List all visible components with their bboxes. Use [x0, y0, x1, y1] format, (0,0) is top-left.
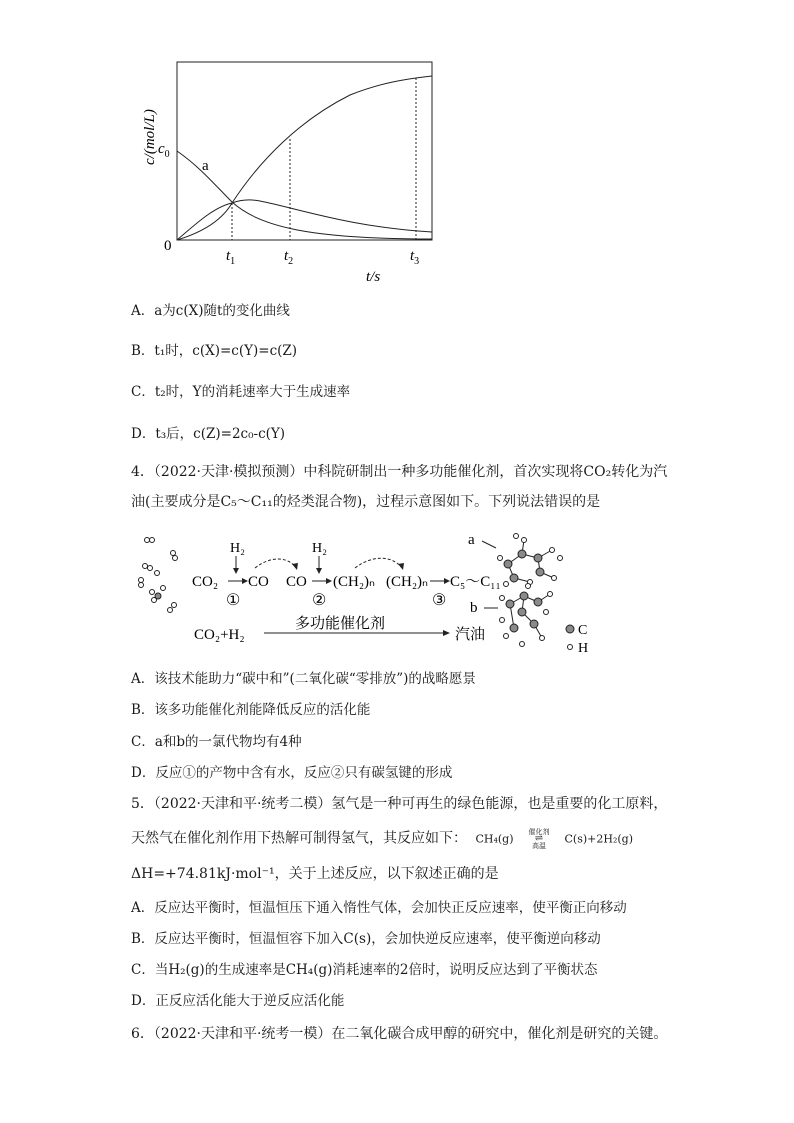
t1-tick: $t_1$	[226, 248, 236, 267]
q5-stem-line2	[131, 828, 633, 851]
co-label-b: CO	[286, 574, 307, 590]
t2-tick: $t_2$	[284, 248, 294, 267]
q5-stem-line3: ΔH=+74.81kJ·mol⁻¹，关于上述反应，以下叙述正确的是	[131, 866, 499, 882]
curve-a-label: a	[202, 158, 209, 174]
q3-option-c: C．t₂时，Y的消耗速率大于生成速率	[131, 384, 351, 400]
co2-label: CO₂	[192, 574, 219, 590]
q5-equation	[475, 828, 633, 851]
origin-label: 0	[164, 238, 172, 254]
q5-stem-line1: 5．（2022·天津和平·统考二模）氢气是一种可再生的绿色能源，也是重要的化工原料，	[131, 796, 668, 812]
c0-tick: $c_0$	[158, 141, 170, 160]
q5-option-a: A．反应达平衡时，恒温恒压下通入惰性气体，会加快正反应速率，使平衡正向移动	[131, 900, 627, 916]
eq-condition	[517, 828, 561, 851]
q4-option-c: C．a和b的一氯代物均有4种	[131, 734, 302, 750]
step-1: ①	[226, 592, 241, 609]
q3-option-a: A．a为c(X)随t的变化曲线	[131, 303, 290, 319]
x-axis-label: t/s	[366, 269, 381, 285]
co-label-a: CO	[248, 574, 269, 590]
curve-z	[177, 76, 432, 240]
q6-stem-line1: 6．（2022·天津和平·统考一模）在二氧化碳合成甲醇的研究中，催化剂是研究的关键。	[131, 1026, 668, 1042]
eq-cond-bottom: 高温	[532, 842, 546, 850]
q4-option-b: B．该多功能催化剂能降低反应的活化能	[131, 702, 371, 718]
curve-y	[177, 200, 432, 240]
overall-reactants: CO₂+H₂	[194, 627, 245, 643]
q4-option-d: D．反应①的产物中含有水，反应②只有碳氢键的形成	[131, 765, 453, 781]
legend-hydrogen-label: H	[578, 641, 589, 656]
catalyst-label: 多功能催化剂	[295, 616, 386, 632]
eq-right: C(s)+2H₂(g)	[564, 832, 633, 846]
eq-cond-top: 催化剂	[528, 828, 550, 836]
eq-arrow: ⇌	[534, 833, 544, 844]
molecule-b-label: b	[470, 600, 478, 616]
curve-a	[177, 151, 432, 239]
c5-c11-label: C₅～C₁₁	[450, 574, 501, 590]
y-axis-label: c/(mol/L)	[142, 109, 158, 165]
q3-option-d: D．t₃后，c(Z)=2c₀-c(Y)	[131, 426, 286, 442]
legend-hydrogen-icon	[568, 645, 573, 650]
legend-carbon-icon	[566, 625, 574, 633]
q5-option-b: B．反应达平衡时，恒温恒容下加入C(s)，会加快逆反应速率，使平衡逆向移动	[131, 931, 601, 947]
step-3: ③	[432, 592, 447, 609]
legend-carbon-label: C	[578, 623, 588, 638]
h2-label-1: H₂	[230, 541, 245, 556]
molecule-a-label: a	[468, 532, 475, 548]
scattered-molecules	[139, 538, 178, 613]
molecule-a	[498, 534, 563, 587]
concentration-time-graph	[140, 55, 460, 290]
q4-stem-line2: 油(主要成分是C₅～C₁₁的烃类混合物)，过程示意图如下。下列说法错误的是	[131, 494, 601, 510]
ch2-label-b: (CH₂)ₙ	[386, 574, 429, 590]
q5-stem-line2-text: 天然气在催化剂作用下热解可制得氢气，其反应如下：	[131, 830, 467, 847]
eq-left: CH₄(g)	[475, 832, 514, 846]
q4-process-diagram	[130, 528, 610, 660]
h2-label-2: H₂	[312, 541, 327, 556]
q4-option-a: A．该技术能助力“碳中和”(二氧化碳“零排放”)的战略愿景	[131, 671, 476, 687]
q5-option-d: D．正反应活化能大于逆反应活化能	[131, 993, 345, 1009]
q5-option-c: C．当H₂(g)的生成速率是CH₄(g)消耗速率的2倍时，说明反应达到了平衡状态	[131, 962, 598, 978]
t3-tick: $t_3$	[410, 248, 420, 267]
molecule-b	[500, 584, 553, 647]
product-label: 汽油	[455, 627, 486, 643]
q3-option-b: B．t₁时，c(X)=c(Y)=c(Z)	[131, 343, 298, 359]
graph-frame	[177, 62, 432, 240]
step-2: ②	[312, 592, 327, 609]
q4-stem-line1: 4．（2022·天津·模拟预测）中科院研制出一种多功能催化剂，首次实现将CO₂转化为汽	[131, 464, 668, 480]
ch2-label-a: (CH₂)ₙ	[333, 574, 376, 590]
